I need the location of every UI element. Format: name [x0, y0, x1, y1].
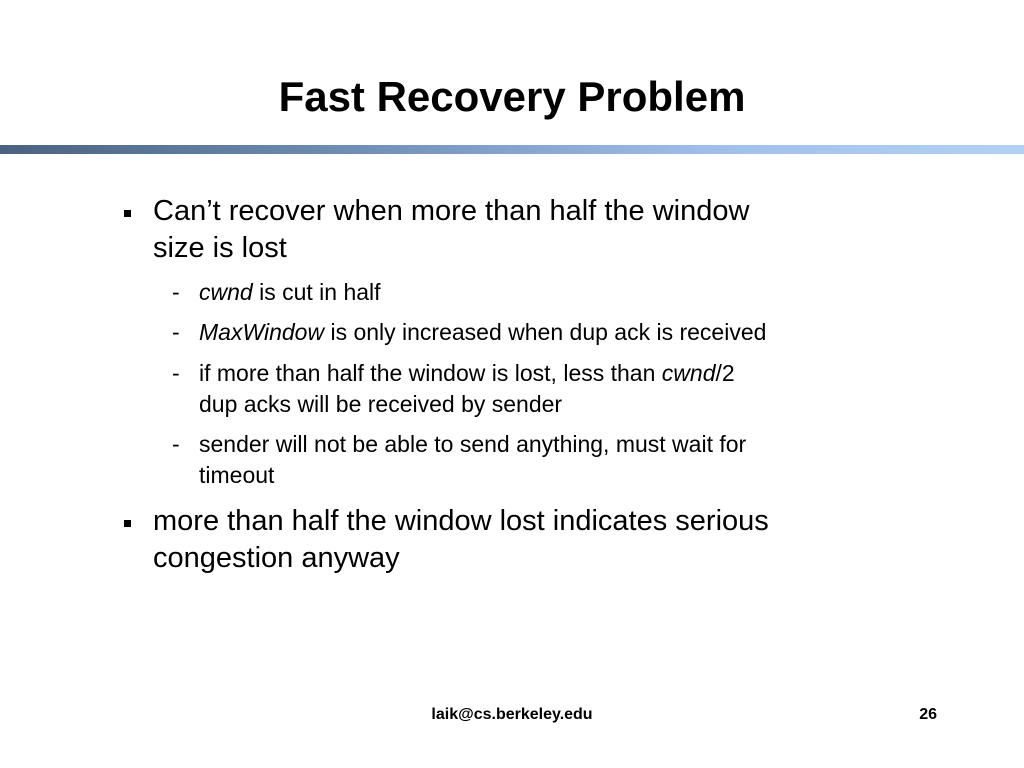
bullet-text [153, 503, 913, 577]
dash-bullet-icon: - [172, 431, 180, 457]
bullet-text-line: more than half the window lost indicates serious [153, 505, 769, 537]
square-bullet-icon [124, 520, 131, 527]
bullet-text-line: size is lost [153, 232, 287, 264]
dash-bullet-icon: - [172, 360, 180, 386]
emphasis-term: MaxWindow [199, 319, 325, 345]
sub-item-text [199, 429, 919, 491]
sub-item-line: sender will not be able to send anything, must wait for [199, 431, 747, 457]
square-bullet-icon [124, 210, 131, 217]
slide-page-number: 26 [919, 706, 937, 723]
bullet-text-line: congestion anyway [153, 542, 400, 574]
sub-item-line [199, 358, 919, 389]
footer-email: laik@cs.berkeley.edu [431, 706, 593, 723]
emphasis-term: cwnd [199, 279, 253, 305]
dash-bullet-icon: - [172, 279, 180, 305]
sub-item-text [199, 277, 919, 308]
sub-item-line: dup acks will be received by sender [199, 391, 563, 417]
bullet-text-line: Can’t recover when more than half the window [153, 195, 750, 227]
dash-bullet-icon: - [172, 319, 180, 345]
sub-item-text [199, 317, 919, 348]
emphasis-term: cwnd [661, 360, 716, 386]
sub-item-line: timeout [199, 462, 275, 488]
slide-title: Fast Recovery Problem [278, 73, 746, 120]
bullet-text [153, 193, 913, 267]
sub-item-pre: if more than half the window is lost, less than [199, 360, 662, 386]
sub-item-rest: is cut in half [252, 279, 381, 305]
sub-item-text [199, 358, 919, 420]
sub-item-rest: /2 [715, 360, 735, 386]
sub-item-rest: is only increased when dup ack is received [324, 319, 767, 345]
